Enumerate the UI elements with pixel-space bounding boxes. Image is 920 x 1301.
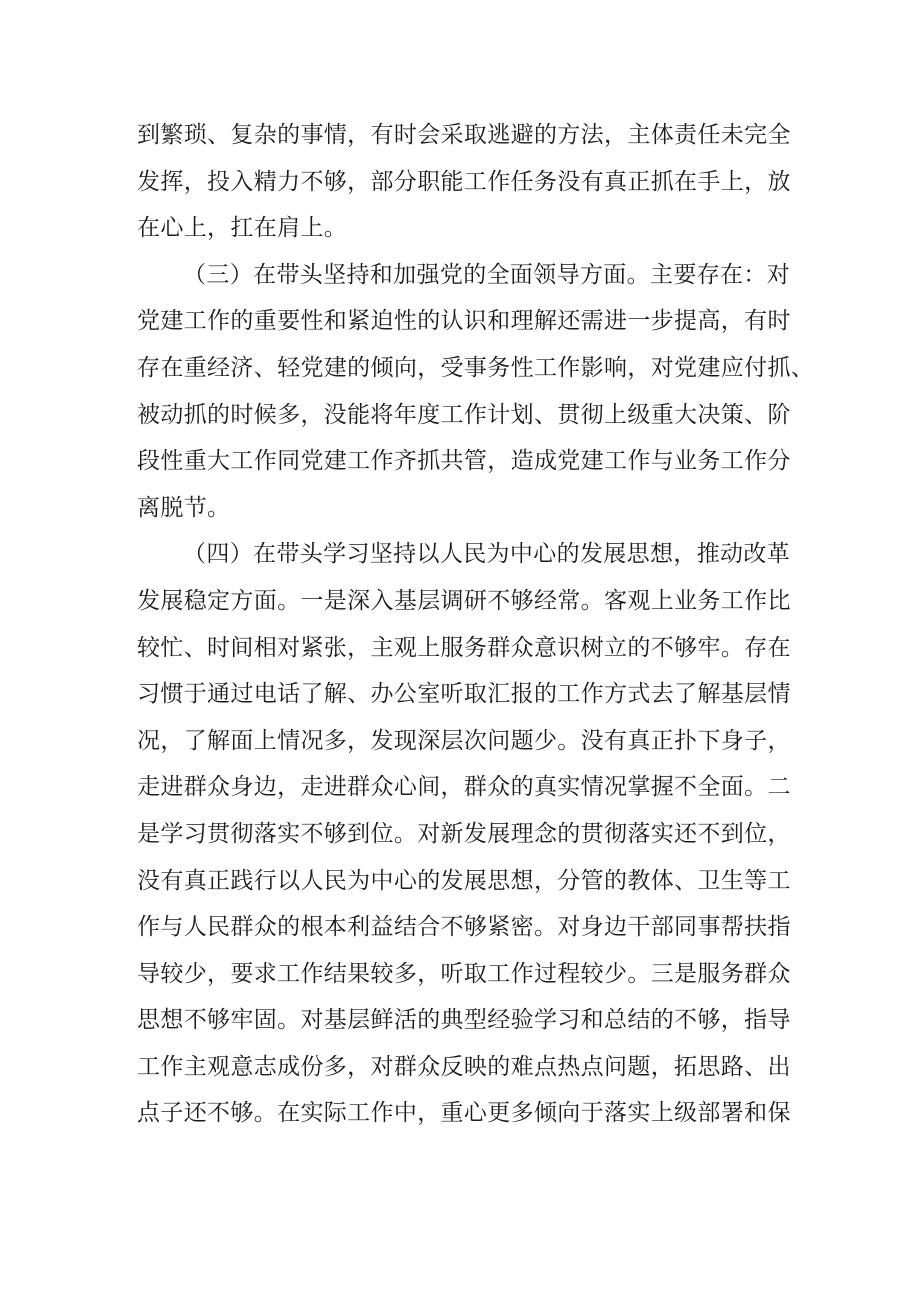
text-line: 较忙、时间相对紧张，主观上服务群众意识树立的不够牢。存在 — [137, 634, 791, 661]
paragraph-heading-3: （三）在带头坚持和加强党的全面领导方面。主要存在：对 — [183, 261, 791, 288]
text-line: 导较少，要求工作结果较多，听取工作过程较少。三是服务群众 — [137, 960, 791, 987]
text-line: 到繁琐、复杂的事情，有时会采取逃避的方法，主体责任未完全 — [137, 122, 791, 148]
text-line: 况，了解面上情况多，发现深层次问题少。没有真正扑下身子， — [137, 727, 791, 754]
text-line: 在心上，扛在肩上。 — [137, 215, 348, 242]
text-line: 离脱节。 — [137, 494, 231, 521]
text-line: 习惯于通过电话了解、办公室听取汇报的工作方式去了解基层情 — [137, 681, 791, 708]
text-line: 段性重大工作同党建工作齐抓共管，造成党建工作与业务工作分 — [137, 448, 791, 475]
text-line: 存在重经济、轻党建的倾向，受事务性工作影响，对党建应付抓、 — [137, 354, 815, 381]
text-line: 党建工作的重要性和紧迫性的认识和理解还需进一步提高，有时 — [137, 308, 791, 335]
body-text — [137, 112, 815, 1137]
text-line: 工作主观意志成份多，对群众反映的难点热点问题，拓思路、出 — [137, 1053, 791, 1080]
text-line: 是学习贯彻落实不够到位。对新发展理念的贯彻落实还不到位， — [137, 820, 791, 847]
text-line: 发挥，投入精力不够，部分职能工作任务没有真正抓在手上，放 — [137, 168, 791, 195]
text-line: 发展稳定方面。一是深入基层调研不够经常。客观上业务工作比 — [137, 587, 791, 614]
text-line: 点子还不够。在实际工作中，重心更多倾向于落实上级部署和保 — [137, 1100, 791, 1127]
text-line: 走进群众身边，走进群众心间，群众的真实情况掌握不全面。二 — [137, 774, 791, 801]
text-line: 被动抓的时候多，没能将年度工作计划、贯彻上级重大决策、阶 — [137, 401, 791, 428]
text-line: 思想不够牢固。对基层鲜活的典型经验学习和总结的不够，指导 — [137, 1007, 791, 1034]
text-line: 没有真正践行以人民为中心的发展思想，分管的教体、卫生等工 — [137, 867, 791, 894]
paragraph-heading-4: （四）在带头学习坚持以人民为中心的发展思想，推动改革 — [183, 541, 791, 568]
text-line: 作与人民群众的根本利益结合不够紧密。对身边干部同事帮扶指 — [137, 914, 791, 941]
